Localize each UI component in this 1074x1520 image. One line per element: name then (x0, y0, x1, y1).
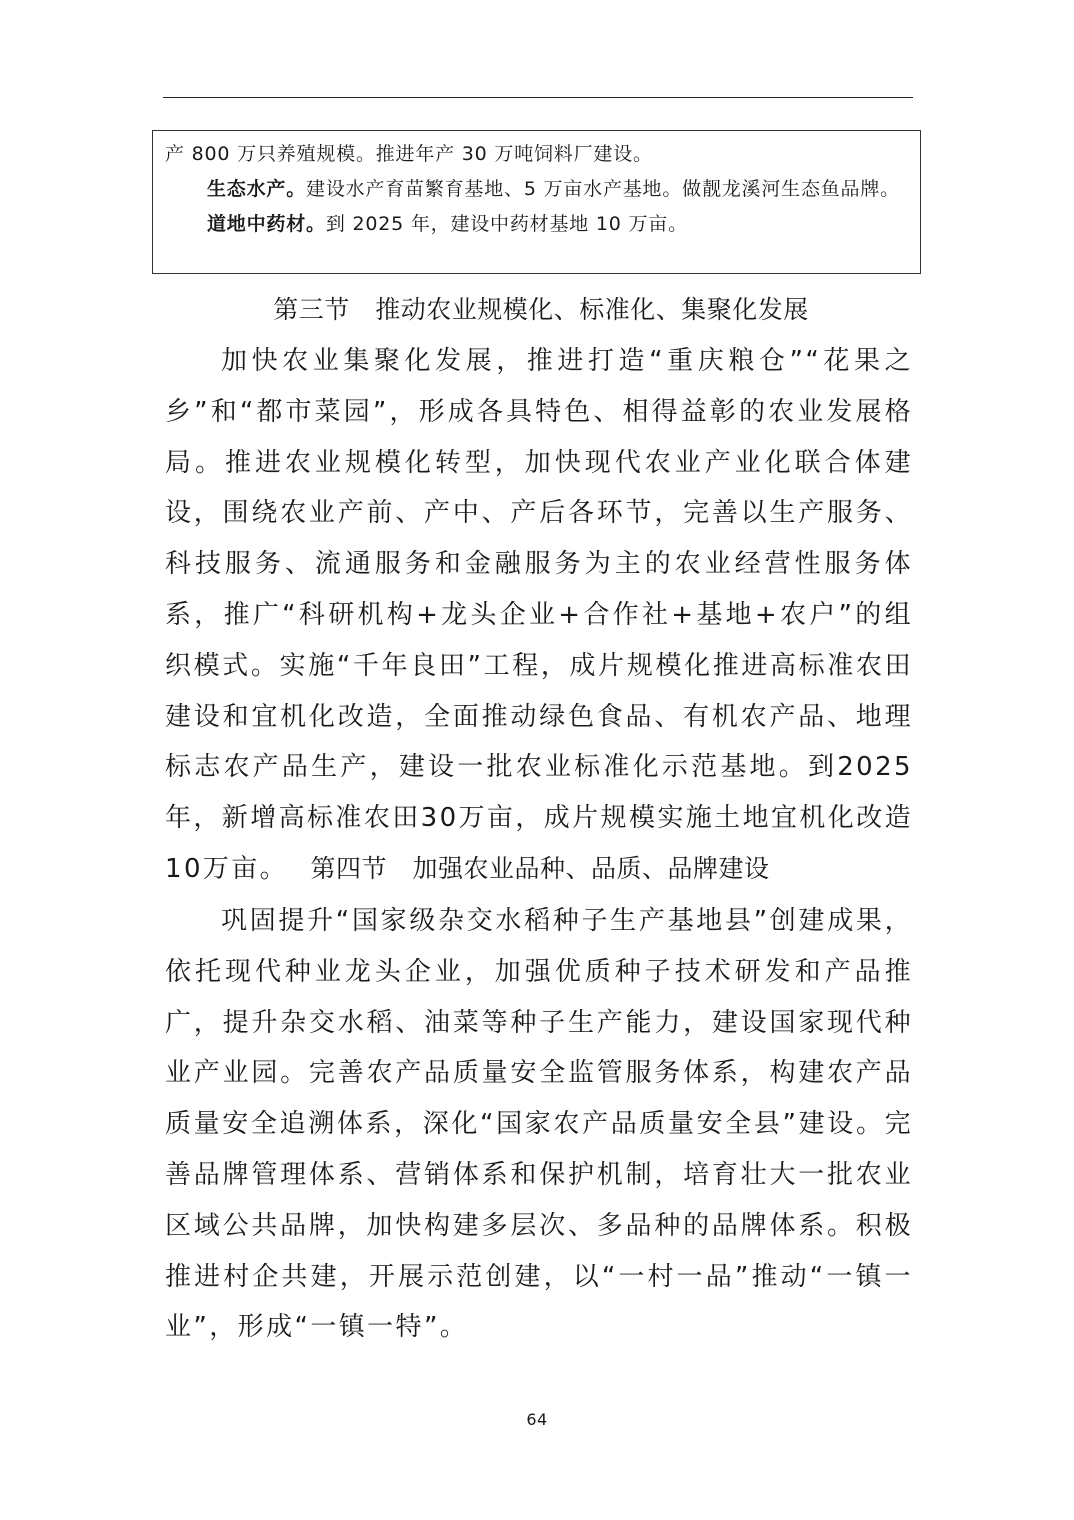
box-item-medicinal-herbs (165, 207, 910, 242)
section-4-paragraph: 巩固提升“国家级杂交水稻种子生产基地县”创建成果，依托现代种业龙头企业，加强优质种子技术研发和产品推广，提升杂交水稻、油菜等种子生产能力，建设国家现代种业产业园。完善农产品质量安全监管服务体系，构建农产品质量安全追溯体系，深化“国家农产品质量安全县”建设。完善品牌管理体系、营销体系和保护机制，培育壮大一批农业区域公共品牌，加快构建多层次、多品种的品牌体系。积极推进村企共建，开展示范创建，以“一村一品”推动“一镇一业”，形成“一镇一特”。 (165, 906, 913, 1343)
box-line: 产 800 万只养殖规模。推进年产 30 万吨饲料厂建设。 (165, 143, 653, 165)
box-item-label: 道地中药材。 (207, 213, 326, 235)
box-item-text: 建设水产育苗繁育基地、5 万亩水产基地。做靓龙溪河生态鱼品牌。 (306, 178, 900, 200)
box-item-text: 到 2025 年，建设中药材基地 10 万亩。 (325, 213, 688, 235)
box-item-label: 生态水产。 (207, 178, 307, 200)
section-heading-3: 第三节 推动农业规模化、标准化、集聚化发展 (273, 295, 809, 324)
page-number: 64 (526, 1410, 548, 1429)
boxed-list (152, 130, 921, 274)
box-item-ecological-aquaculture (165, 172, 910, 207)
section-3-paragraph: 加快农业集聚化发展，推进打造“重庆粮仓”“花果之乡”和“都市菜园”，形成各具特色、相得益彰的农业发展格局。推进农业规模化转型，加快现代农业产业化联合体建设，围绕农业产前、产中、产后各环节，完善以生产服务、科技服务、流通服务和金融服务为主的农业经营性服务体系，推广“科研机构+龙头企业+合作社+基地+农户”的组织模式。实施“千年良田”工程，成片规模化推进高标准农田建设和宜机化改造，全面推动绿色食品、有机农产品、地理标志农产品生产，建设一批农业标准化示范基地。到2025年，新增高标准农田30万亩，成片规模实施土地宜机化改造10万亩。 (165, 346, 913, 884)
section-heading-4: 第四节 加强农业品种、品质、品牌建设 (310, 854, 770, 883)
header-rule (163, 97, 913, 98)
